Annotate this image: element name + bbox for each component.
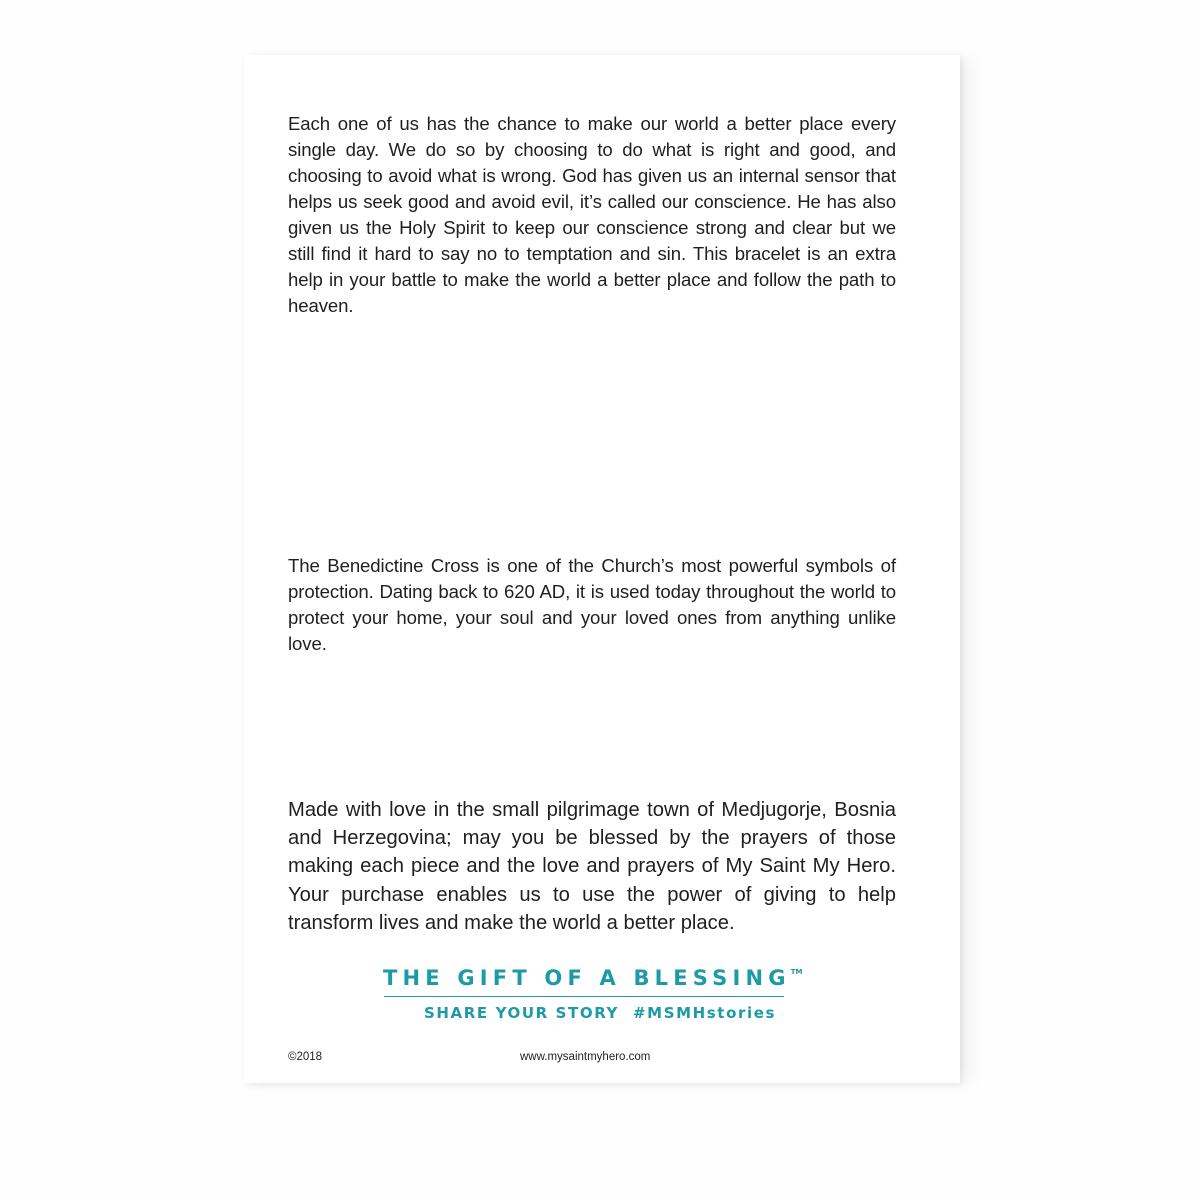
copyright-notice: ©2018 [288,1051,323,1063]
trademark-mark: TM [790,968,803,976]
website-url: www.mysaintmyhero.com [520,1051,651,1063]
brand-title [383,966,803,990]
brand-underline [384,996,784,997]
benedictine-cross-paragraph: The Benedictine Cross is one of the Church’s most powerful symbols of protection. Dating back to 620 AD, it is used today throughout the world to protect your home, your soul and your loved ones from anything unlike love. [288,555,896,654]
hashtag: #MSMHstories [633,1004,777,1022]
share-story-label: SHARE YOUR STORY [424,1004,619,1022]
brand-title-text: THE GIFT OF A BLESSING [383,966,791,990]
intro-paragraph: Each one of us has the chance to make our world a better place every single day. We do so by choosing to do what is right and good, and choosing to avoid what is wrong. God has given us an internal sensor that helps us seek good and avoid evil, it’s called our conscience. He has also given us the Holy Spirit to keep our conscience strong and clear but we still find it hard to say no to temptation and sin. This bracelet is an extra help in your battle to make the world a better place and follow the path to heaven. [288,113,896,316]
share-story-line [424,1004,776,1022]
made-with-love-paragraph: Made with love in the small pilgrimage town of Medjugorje, Bosnia and Herzegovina; may you be blessed by the prayers of those making each piece and the love and prayers of My Saint My Hero. Your purchase enables us to use the power of giving to help transform lives and make the world a better place. [288,799,896,934]
